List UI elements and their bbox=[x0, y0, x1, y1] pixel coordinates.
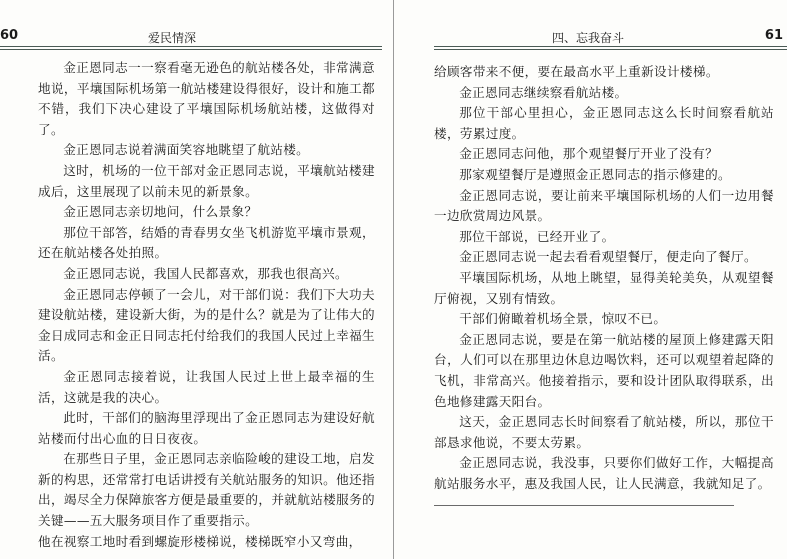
header-rule bbox=[0, 46, 382, 47]
paragraph: 金正恩同志说，我国人民都喜欢，那我也很高兴。 bbox=[63, 265, 348, 281]
paragraph: 金正恩同志一一察看毫无逊色的航站楼各处，非常满意地说，平壤国际机场第一航站楼建设得很好，设计和施工都不错，我们下决心建设了平壤国际机场航站楼，这做得对了。 bbox=[38, 60, 375, 137]
paragraph: 他在视察工地时看到螺旋形楼梯说，楼梯既窄小又弯曲， bbox=[38, 533, 362, 549]
paragraph: 金正恩同志说，我没事，只要你们做好工作，大幅提高航站服务水平，惠及我国人民，让人民满意，我就知足了。 bbox=[434, 455, 774, 491]
right-page-header bbox=[434, 24, 787, 48]
paragraph: 金正恩同志说，要让前来平壤国际机场的人们一边用餐一边欣赏周边风景。 bbox=[434, 187, 774, 224]
paragraph: 金正恩同志说着满面笑容地眺望了航站楼。 bbox=[63, 142, 310, 158]
paragraph: 此时，干部们的脑海里浮现出了金正恩同志为建设好航站楼而付出心血的日日夜夜。 bbox=[38, 410, 375, 446]
page-number: 61 bbox=[764, 28, 783, 43]
running-title: 爱民情深 bbox=[148, 31, 197, 45]
left-page-header bbox=[0, 24, 382, 48]
paragraph: 金正恩同志说，要是在第一航站楼的屋顶上修建露天阳台，人们可以在那里边休息边喝饮料，还可以观望着起降的飞机，非常高兴。他接着指示，要和设计团队取得联系，出色地修建露天阳台。 bbox=[434, 331, 774, 409]
running-title: 四、忘我奋斗 bbox=[552, 31, 625, 45]
paragraph: 金正恩同志亲切地问，什么景象？ bbox=[63, 204, 258, 220]
paragraph: 金正恩同志继续察看航站楼。 bbox=[459, 84, 628, 100]
paragraph: 金正恩同志问他，那个观望餐厅开业了没有？ bbox=[459, 146, 719, 162]
header-rule bbox=[434, 46, 787, 47]
right-page bbox=[394, 0, 787, 559]
paragraph: 金正恩同志说一起去看看观望餐厅，便走向了餐厅。 bbox=[459, 249, 757, 265]
header-rule-thin bbox=[434, 49, 787, 50]
left-body-text bbox=[38, 58, 375, 552]
paragraph: 那家观望餐厅是遵照金正恩同志的指示修建的。 bbox=[459, 166, 732, 182]
paragraph: 金正恩同志接着说，让我国人民过上世上最幸福的生活，这就是我的决心。 bbox=[38, 368, 375, 405]
paragraph: 那位干部说，已经开业了。 bbox=[459, 228, 615, 244]
paragraph: 干部们俯瞰着机场全景，惊叹不已。 bbox=[459, 311, 667, 327]
left-page bbox=[0, 0, 393, 559]
continuation-paragraph: 给顾客带来不便，要在最高水平上重新设计楼梯。 bbox=[434, 64, 719, 79]
paragraph: 那位干部答，结婚的青春男女坐飞机游览平壤市景观，还在航站楼各处拍照。 bbox=[38, 224, 375, 261]
paragraph: 平壤国际机场，从地上眺望，显得美轮美奂，从观望餐厅俯视，又别有情致。 bbox=[434, 269, 774, 306]
paragraph: 金正恩同志停顿了一会儿，对干部们说：我们下大功夫建设航站楼，建设新大街，为的是什么？就是为了让伟大的金日成同志和金正日同志托付给我们的我国人民过上幸福生活。 bbox=[38, 286, 375, 364]
page-number: 60 bbox=[0, 28, 19, 43]
right-body-text bbox=[434, 62, 774, 494]
paragraph: 这天，金正恩同志长时间察看了航站楼，所以，那位干部恳求他说，不要太劳累。 bbox=[434, 414, 774, 450]
paragraph: 那位干部心里担心，金正恩同志这么长时间察看航站楼，劳累过度。 bbox=[434, 105, 774, 141]
footer-rule bbox=[434, 505, 734, 506]
paragraph: 在那些日子里，金正恩同志亲临险峻的建设工地，启发新的构思，还常常打电话讲授有关航站服务的知识。他还指出，竭尽全力保障旅客方便是最重要的，并就航站楼服务的关键——五大服务项目作了重要指示。 bbox=[38, 451, 375, 529]
header-rule-thin bbox=[0, 49, 382, 50]
paragraph: 这时，机场的一位干部对金正恩同志说，平壤航站楼建成后，这里展现了以前未见的新景象。 bbox=[38, 162, 375, 199]
